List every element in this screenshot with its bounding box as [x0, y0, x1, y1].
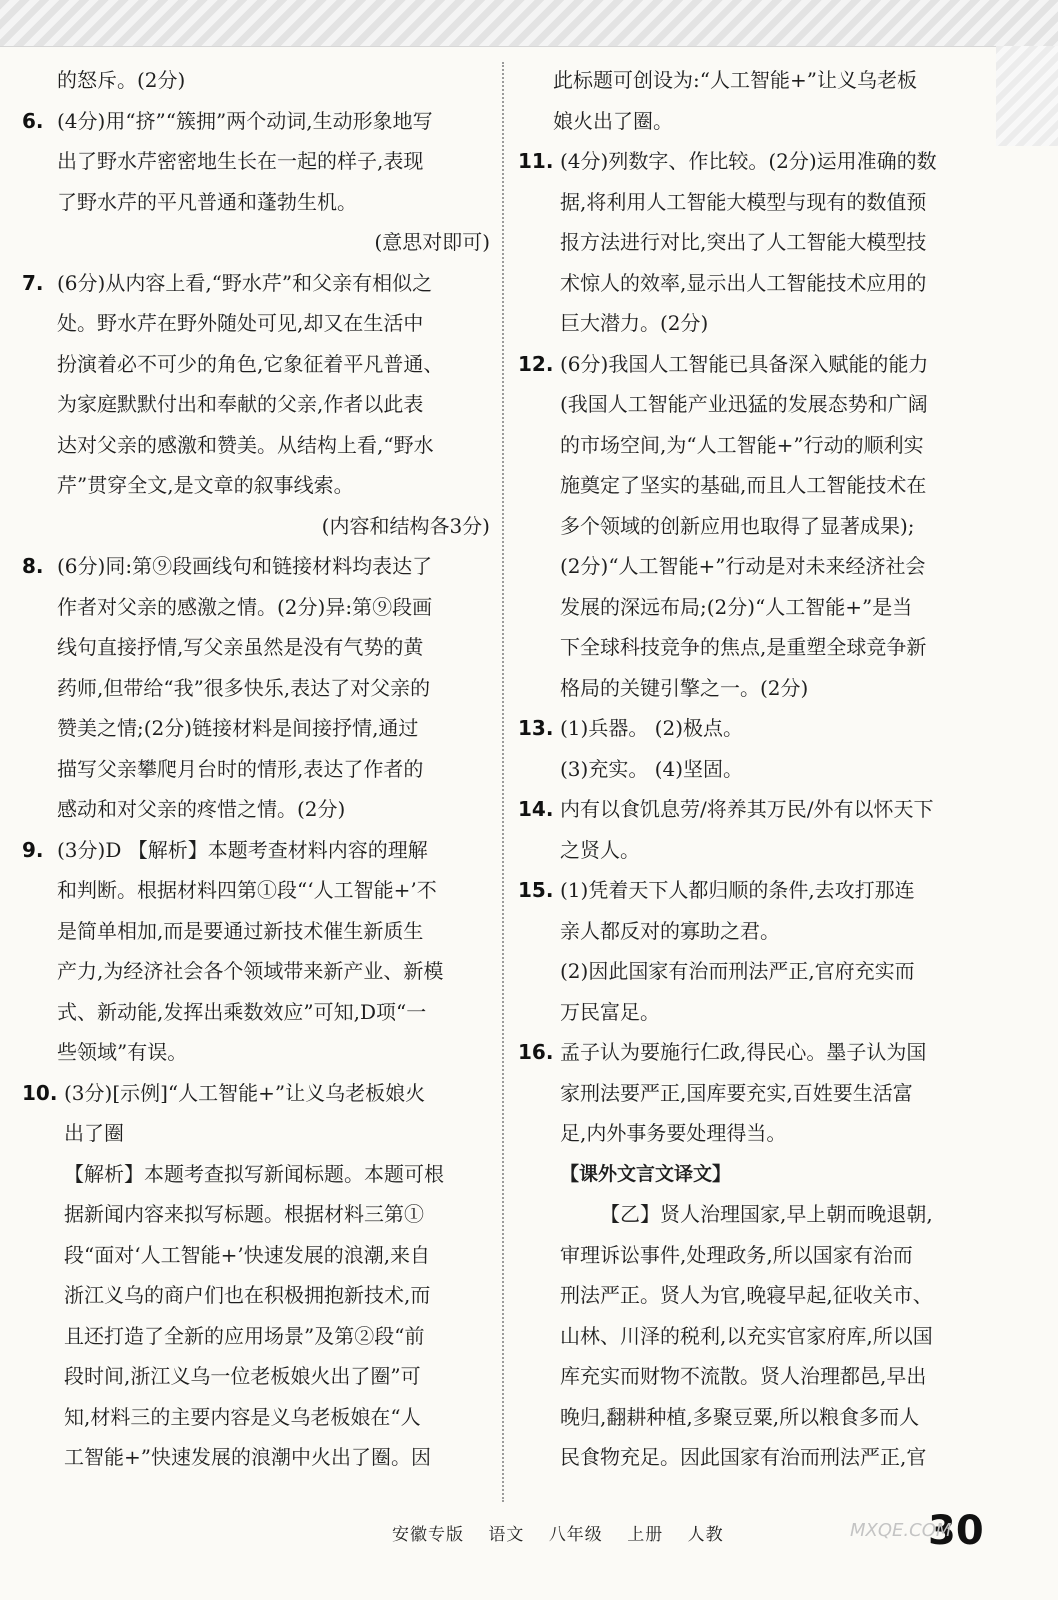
text-line: 亲人都反对的寡助之君。: [560, 918, 780, 943]
answer-10: [22, 1073, 494, 1478]
text-line: (3)充实。 (4)坚固。: [560, 756, 744, 781]
answer-15: [518, 870, 990, 1032]
text-line: 多个领域的创新应用也取得了显著成果);: [560, 513, 915, 538]
column-divider: [502, 62, 504, 1502]
text-line: (我国人工智能产业迅猛的发展态势和广阔: [560, 392, 928, 416]
answer-14: [518, 789, 990, 870]
analysis-line: 知,材料三的主要内容是义乌老板娘在“人: [64, 1404, 421, 1429]
continued-answer-10: [528, 60, 990, 141]
question-number: 13.: [518, 716, 554, 740]
text-line: 为家庭默默付出和奉献的父亲,作者以此表: [57, 392, 424, 416]
text-line: 之贤人。: [560, 837, 640, 862]
answer-6: [22, 101, 494, 263]
text-line: 些领域”有误。: [57, 1040, 188, 1064]
text-line: 线句直接抒情,写父亲虽然是没有气势的黄: [57, 635, 424, 659]
question-number: 7.: [22, 270, 44, 295]
analysis-line: 工智能+”快速发展的浪潮中火出了圈。因: [64, 1445, 431, 1469]
text-line: 孟子认为要施行仁政,得民心。墨子认为国: [560, 1040, 927, 1064]
text-line: 赞美之情;(2分)链接材料是间接抒情,通过: [57, 716, 419, 740]
text-line: 施奠定了坚实的基础,而且人工智能技术在: [560, 473, 927, 497]
text-line: 芹”贯穿全文,是文章的叙事线索。: [57, 473, 354, 497]
answer-16: [518, 1032, 990, 1154]
text-line: (1)兵器。 (2)极点。: [560, 716, 744, 740]
text-line: (6分)同:第⑨段画线句和链接材料均表达了: [57, 554, 433, 578]
text-line: 出了野水芹密密地生长在一起的样子,表现: [57, 149, 424, 173]
text-line: (4分)列数字、作比较。(2分)运用准确的数: [560, 149, 937, 173]
text-line: 术惊人的效率,显示出人工智能技术应用的: [560, 270, 927, 295]
text-line: 作者对父亲的感激之情。(2分)异:第⑨段画: [57, 594, 433, 619]
text-line: 报方法进行对比,突出了人工智能大模型技: [560, 230, 927, 254]
question-number: 12.: [518, 351, 554, 376]
answer-11: [518, 141, 990, 344]
text-line: 家刑法要严正,国库要充实,百姓要生活富: [560, 1080, 913, 1105]
text-line: 格局的关键引擎之一。(2分): [560, 675, 809, 700]
scoring-note: (内容和结构各3分): [321, 513, 490, 538]
text-line: 内有以食饥息劳/将养其万民/外有以怀天下: [560, 797, 934, 821]
translation-first-line: [560, 1194, 990, 1235]
watermark: MXQE.COM: [850, 1520, 952, 1541]
text-line: 娘火出了圈。: [553, 108, 673, 133]
answer-13: [518, 708, 990, 789]
text-line: 出了圈: [64, 1121, 124, 1145]
subject-label: 语文: [488, 1525, 525, 1545]
text-line: 山林、川泽的税利,以充实官家府库,所以国: [560, 1323, 933, 1348]
text-line: 达对父亲的感激和赞美。从结构上看,“野水: [57, 432, 434, 457]
text-line: 产力,为经济社会各个领域带来新产业、新模: [57, 959, 444, 983]
text-line: 的市场空间,为“人工智能+”行动的顺利实: [560, 432, 924, 457]
question-number: 15.: [518, 878, 554, 902]
answer-8: [22, 546, 494, 830]
question-number: 14.: [518, 797, 554, 821]
question-number: 8.: [22, 554, 44, 578]
text-line: 库充实而财物不流散。贤人治理都邑,早出: [560, 1364, 927, 1388]
top-decorative-band: [0, 0, 1058, 47]
analysis-line: 段时间,浙江义乌一位老板娘火出了圈”可: [64, 1364, 421, 1388]
text-line: 发展的深远布局;(2分)“人工智能+”是当: [560, 594, 913, 619]
volume-label: 上册: [627, 1525, 664, 1545]
text-line: 和判断。根据材料四第①段“‘人工智能+’不: [57, 878, 437, 902]
text-line: (3分)D 【解析】本题考查材料内容的理解: [57, 837, 428, 862]
question-number: 10.: [22, 1080, 58, 1105]
answer-7: [22, 263, 494, 547]
question-number: 11.: [518, 149, 554, 173]
text-line: 【乙】贤人治理国家,早上朝而晚退朝,: [600, 1202, 933, 1226]
continued-answer-5: [32, 60, 494, 101]
text-line: (6分)我国人工智能已具备深入赋能的能力: [560, 351, 929, 376]
answer-9: [22, 830, 494, 1073]
text-line: 描写父亲攀爬月台时的情形,表达了作者的: [57, 756, 424, 781]
text-line: 下全球科技竞争的焦点,是重塑全球竞争新: [560, 635, 927, 659]
analysis-line: 【解析】本题考查拟写新闻标题。本题可根: [64, 1161, 444, 1186]
footer-info: [392, 1520, 742, 1545]
text-line: 处。野水芹在野外随处可见,却又在生活中: [57, 311, 424, 335]
text-line: 扮演着必不可少的角色,它象征着平凡普通、: [57, 351, 444, 376]
text-line: (3分)[示例]“人工智能+”让义乌老板娘火: [64, 1080, 426, 1105]
text-line: (2)因此国家有治而刑法严正,官府充实而: [560, 959, 915, 983]
scoring-note: (意思对即可): [374, 230, 490, 254]
left-column: [22, 60, 494, 1478]
text-line: 民食物充足。因此国家有治而刑法严正,官: [560, 1445, 927, 1469]
text-line: 是简单相加,而是要通过新技术催生新质生: [57, 918, 424, 943]
translation-section: [528, 1154, 990, 1478]
text-line: 感动和对父亲的疼惜之情。(2分): [57, 797, 346, 821]
question-number: 6.: [22, 108, 44, 133]
text-line: 刑法严正。贤人为官,晚寝早起,征收关市、: [560, 1283, 933, 1307]
page-number: 30: [928, 1508, 984, 1554]
analysis-line: 据新闻内容来拟写标题。根据材料三第①: [64, 1202, 424, 1226]
publisher-label: 人教: [687, 1525, 724, 1545]
text-line: (1)凭着天下人都归顺的条件,去攻打那连: [560, 878, 915, 902]
question-number: 9.: [22, 837, 44, 862]
edition-label: 安徽专版: [392, 1525, 464, 1545]
grade-label: 八年级: [548, 1525, 603, 1545]
text-line: 万民富足。: [560, 999, 660, 1024]
corner-decoration: [996, 46, 1058, 146]
text-line: 据,将利用人工智能大模型与现有的数值预: [560, 189, 927, 214]
translation-heading: 【课外文言文译文】: [560, 1162, 732, 1185]
question-number: 16.: [518, 1040, 554, 1064]
text-line: 了野水芹的平凡普通和蓬勃生机。: [57, 189, 357, 214]
answer-12: [518, 344, 990, 709]
text-line: 此标题可创设为:“人工智能+”让义乌老板: [553, 68, 917, 92]
text-line: 巨大潜力。(2分): [560, 311, 709, 335]
text-line: 审理诉讼事件,处理政务,所以国家有治而: [560, 1242, 913, 1267]
right-column: [518, 60, 990, 1478]
text-line: (6分)从内容上看,“野水芹”和父亲有相似之: [57, 270, 433, 295]
text-line: 式、新动能,发挥出乘数效应”可知,D项“一: [57, 999, 427, 1024]
text-line: 足,内外事务要处理得当。: [560, 1121, 787, 1145]
text-line: (2分)“人工智能+”行动是对未来经济社会: [560, 554, 926, 578]
text-line: (4分)用“挤”“簇拥”两个动词,生动形象地写: [57, 108, 433, 133]
text-line: 晚归,翻耕种植,多聚豆粟,所以粮食多而人: [560, 1404, 920, 1429]
text-line: 药师,但带给“我”很多快乐,表达了对父亲的: [57, 675, 431, 700]
analysis-line: 浙江义乌的商户们也在积极拥抱新技术,而: [64, 1283, 431, 1307]
analysis-line: 段“面对‘人工智能+’快速发展的浪潮,来自: [64, 1242, 431, 1267]
analysis-line: 且还打造了全新的应用场景”及第②段“前: [64, 1323, 425, 1348]
text-line: 的怒斥。(2分): [57, 68, 186, 92]
